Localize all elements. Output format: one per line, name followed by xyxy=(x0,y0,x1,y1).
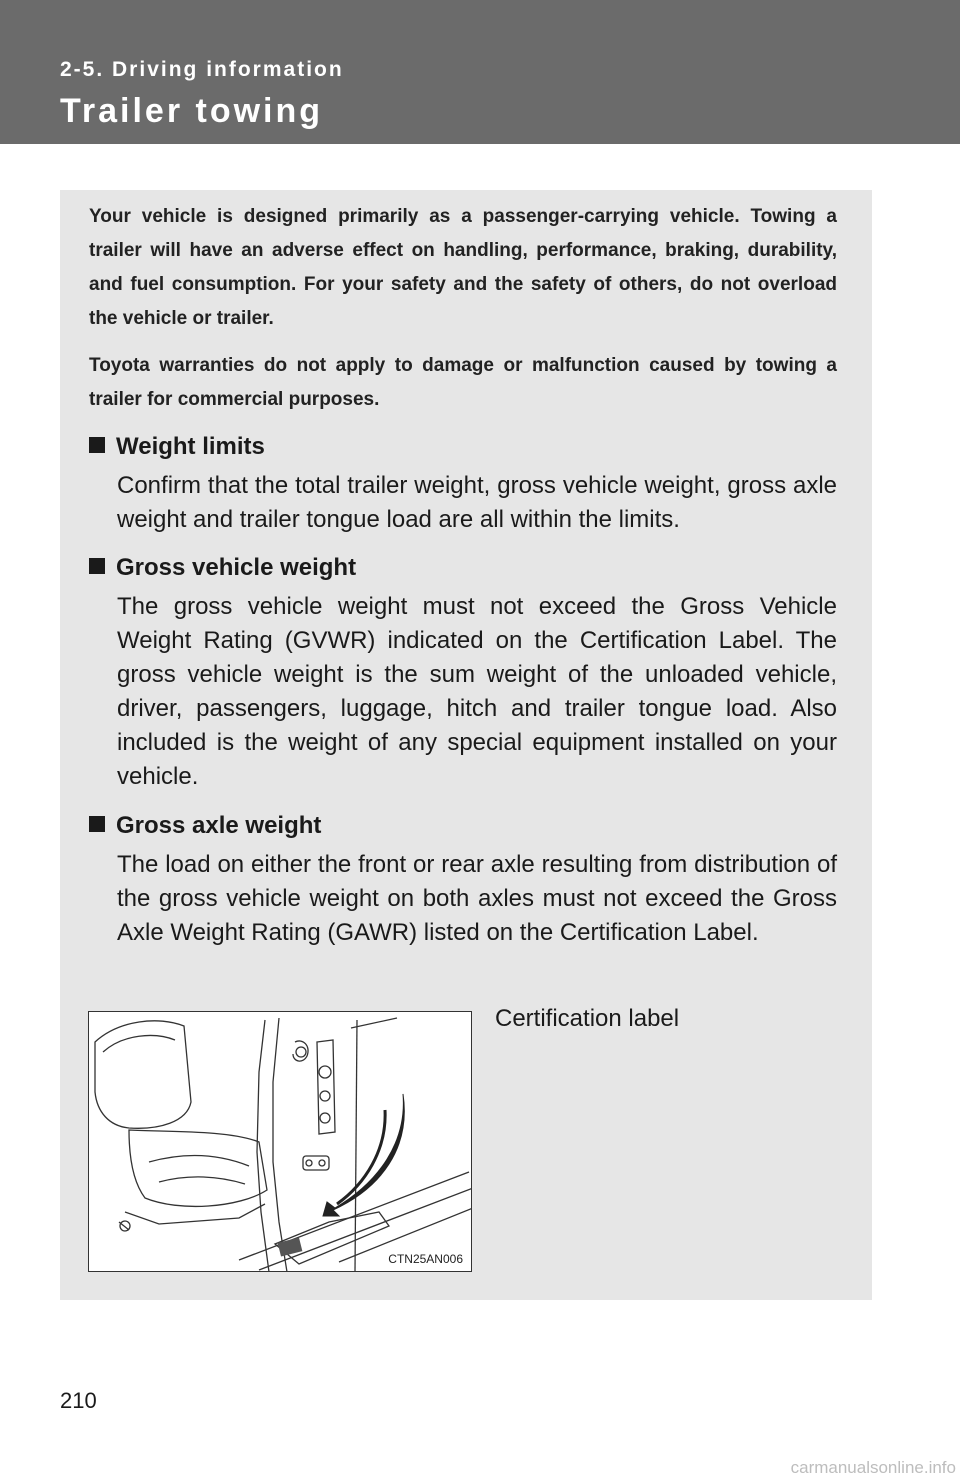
intro-paragraph-1: Your vehicle is designed primarily as a passenger-carrying vehicle. Towing a trailer will have an adverse effect on handling, performance, braking, durability, and fuel consumption. For your safety and the safety of others, do not overload the vehicle or trailer. xyxy=(89,206,837,329)
page-header xyxy=(0,0,960,144)
figure-code: CTN25AN006 xyxy=(388,1252,463,1266)
section-heading-gross-axle-weight xyxy=(89,811,321,841)
section-body-gross-vehicle-weight: The gross vehicle weight must not exceed the Gross Vehicle Weight Rating (GVWR) indicated on the Certification Label. The gross vehicle weight is the sum weight of the unloaded vehicle, driver, passengers, luggage, hitch and trailer tongue load. Also included is the weight of any special equipment installed on your vehicle. xyxy=(117,593,837,790)
page-title: Trailer towing xyxy=(60,92,324,130)
bullet-square-icon xyxy=(89,816,105,832)
watermark: carmanualsonline.info xyxy=(790,1458,956,1477)
section-heading-gross-vehicle-weight xyxy=(89,553,356,583)
section-heading-weight-limits xyxy=(89,432,265,462)
bullet-square-icon xyxy=(89,558,105,574)
bullet-square-icon xyxy=(89,437,105,453)
section-heading-text: Gross vehicle weight xyxy=(116,554,357,581)
section-heading-text: Gross axle weight xyxy=(116,812,322,839)
figure-caption: Certification label xyxy=(495,1005,680,1032)
section-body-gross-axle-weight: The load on either the front or rear axle resulting from distribution of the gross vehicle weight on both axles must not exceed the Gross Axle Weight Rating (GAWR) listed on the Certification Label. xyxy=(117,851,837,946)
door-pillar-drawing xyxy=(89,1012,472,1272)
section-heading-text: Weight limits xyxy=(116,433,265,460)
page-number: 210 xyxy=(60,1388,97,1413)
section-body-weight-limits: Confirm that the total trailer weight, gross vehicle weight, gross axle weight and trailer tongue load are all within the limits. xyxy=(117,472,837,533)
intro-paragraph-2: Toyota warranties do not apply to damage or malfunction caused by towing a trailer for commercial purposes. xyxy=(89,355,837,410)
certification-label-illustration xyxy=(88,1011,472,1272)
section-label: 2-5. Driving information xyxy=(60,58,344,81)
